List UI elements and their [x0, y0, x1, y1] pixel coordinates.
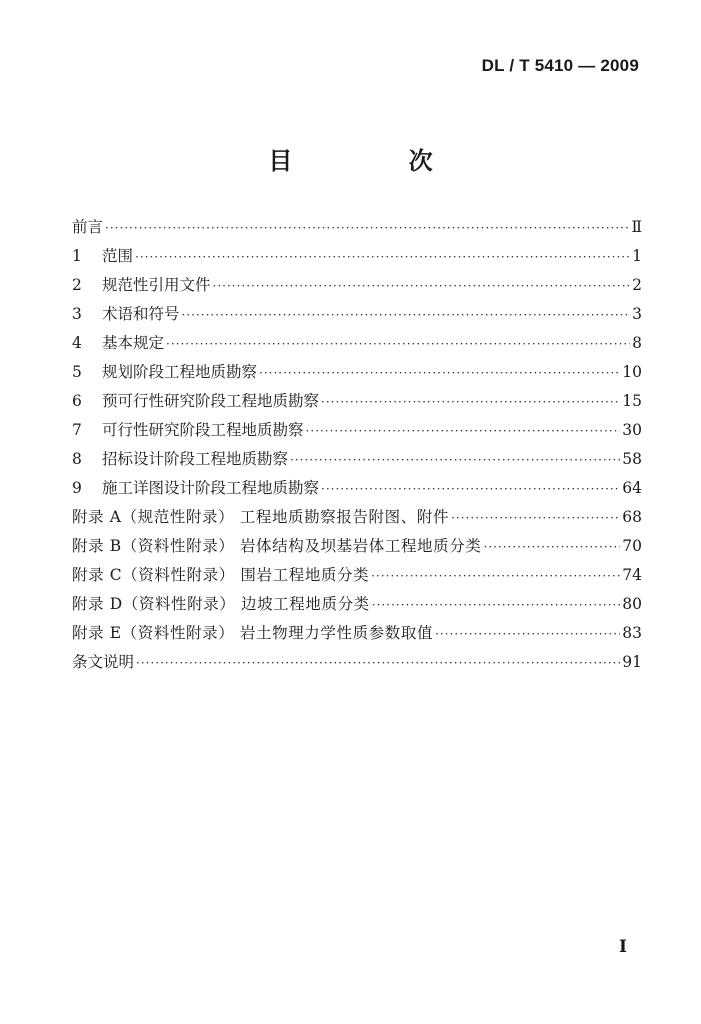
- toc-entry-label: 附录 A（规范性附录） 工程地质勘察报告附图、附件: [72, 508, 450, 526]
- toc-dot-leader: [321, 388, 620, 417]
- toc-entry-label: 招标设计阶段工程地质勘察: [102, 450, 289, 468]
- toc-entry-label: 基本规定: [102, 334, 165, 352]
- toc-entry-page: 3: [632, 305, 642, 323]
- toc-dot-leader: [166, 330, 630, 359]
- toc-entry-page: Ⅱ: [631, 218, 642, 236]
- toc-entry-page: 74: [622, 566, 642, 584]
- toc-dot-leader: [451, 504, 620, 533]
- toc-entry-2[interactable]: [72, 271, 642, 300]
- toc-dot-leader: [321, 475, 620, 504]
- toc-entry-number: 1: [72, 247, 82, 265]
- toc-entry-page: 68: [622, 508, 642, 526]
- toc-entry-number: 4: [72, 334, 82, 352]
- toc-entry-page: 58: [622, 450, 642, 468]
- toc-entry-appendix-a[interactable]: [72, 503, 642, 532]
- toc-entry-page: 15: [622, 392, 642, 410]
- toc-dot-leader: [182, 301, 631, 330]
- toc-entry-label: 附录 B（资料性附录） 岩体结构及坝基岩体工程地质分类: [72, 537, 482, 555]
- toc-entry-number: 7: [72, 421, 82, 439]
- toc-entry-label: 附录 E（资料性附录） 岩土物理力学性质参数取值: [72, 624, 434, 642]
- toc-entry-number: 6: [72, 392, 82, 410]
- toc-entry-label: 规划阶段工程地质勘察: [102, 363, 258, 381]
- toc-dot-leader: [105, 214, 629, 243]
- toc-entry-page: 10: [622, 363, 642, 381]
- standard-code: DL / T 5410 — 2009: [481, 56, 639, 75]
- toc-entry-label: 附录 C（资料性附录） 围岩工程地质分类: [72, 566, 370, 584]
- toc-entry-page: 80: [622, 595, 642, 613]
- toc-entry-6[interactable]: [72, 387, 642, 416]
- toc-entry-5[interactable]: [72, 358, 642, 387]
- toc-entry-8[interactable]: [72, 445, 642, 474]
- toc-entry-number: 8: [72, 450, 82, 468]
- toc-entry-3[interactable]: [72, 300, 642, 329]
- toc-entry-label: 可行性研究阶段工程地质勘察: [102, 421, 304, 439]
- toc-entry-number: 5: [72, 363, 82, 381]
- toc-entry-appendix-d[interactable]: [72, 590, 642, 619]
- toc-dot-leader: [135, 243, 630, 272]
- toc-entry-page: 1: [632, 247, 642, 265]
- toc-entry-label: 前言: [72, 218, 104, 236]
- toc-dot-leader: [372, 591, 620, 620]
- table-of-contents: [72, 213, 642, 677]
- toc-entry-appendix-e[interactable]: [72, 619, 642, 648]
- toc-entry-page: 70: [622, 537, 642, 555]
- toc-dot-leader: [259, 359, 620, 388]
- toc-entry-label: 术语和符号: [102, 305, 180, 323]
- toc-dot-leader: [136, 649, 620, 678]
- toc-dot-leader: [371, 562, 620, 591]
- toc-entry-7[interactable]: [72, 416, 642, 445]
- toc-dot-leader: [435, 620, 620, 649]
- toc-entry-page: 30: [622, 421, 642, 439]
- toc-entry-1[interactable]: [72, 242, 642, 271]
- toc-dot-leader: [290, 446, 620, 475]
- toc-dot-leader: [306, 417, 621, 446]
- toc-entry-page: 64: [622, 479, 642, 497]
- toc-entry-appendix-b[interactable]: [72, 532, 642, 561]
- page-number: I: [619, 937, 627, 957]
- toc-entry-label: 规范性引用文件: [102, 276, 211, 294]
- toc-entry-explanation[interactable]: [72, 648, 642, 677]
- toc-entry-number: 2: [72, 276, 82, 294]
- toc-entry-number: 3: [72, 305, 82, 323]
- toc-entry-label: 预可行性研究阶段工程地质勘察: [102, 392, 320, 410]
- toc-entry-page: 91: [622, 653, 642, 671]
- toc-entry-page: 2: [632, 276, 642, 294]
- toc-entry-label: 施工详图设计阶段工程地质勘察: [102, 479, 320, 497]
- toc-entry-foreword[interactable]: [72, 213, 642, 242]
- toc-entry-label: 范围: [102, 247, 134, 265]
- toc-dot-leader: [213, 272, 631, 301]
- page-title: 目 次: [268, 147, 487, 175]
- toc-entry-number: 9: [72, 479, 82, 497]
- toc-entry-page: 8: [632, 334, 642, 352]
- toc-entry-9[interactable]: [72, 474, 642, 503]
- toc-entry-label: 附录 D（资料性附录） 边坡工程地质分类: [72, 595, 370, 613]
- toc-dot-leader: [483, 533, 620, 562]
- toc-entry-appendix-c[interactable]: [72, 561, 642, 590]
- toc-entry-4[interactable]: [72, 329, 642, 358]
- toc-entry-label: 条文说明: [72, 653, 135, 671]
- toc-entry-page: 83: [622, 624, 642, 642]
